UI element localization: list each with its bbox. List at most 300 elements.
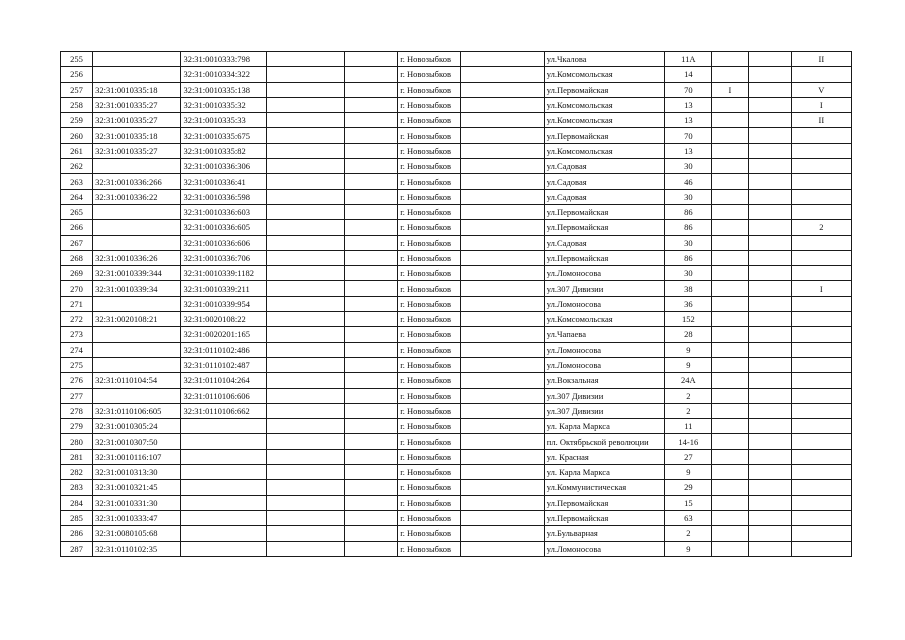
empty-cell (266, 342, 344, 357)
city-cell: г. Новозыбков (398, 419, 461, 434)
building-cadastral-number-cell: 32:31:0110104:264 (181, 373, 266, 388)
mark-cell (791, 235, 851, 250)
house-number-cell: 9 (665, 465, 712, 480)
mark-cell (791, 266, 851, 281)
table-row (61, 281, 852, 296)
empty-cell (266, 235, 344, 250)
empty-cell (266, 495, 344, 510)
building-cadastral-number-cell (181, 434, 266, 449)
mark-cell (748, 174, 791, 189)
parcel-cadastral-number-cell: 32:31:0080105:68 (93, 526, 181, 541)
house-number-cell: 152 (665, 312, 712, 327)
row-number-cell: 263 (61, 174, 93, 189)
empty-cell (461, 296, 544, 311)
house-number-cell: 46 (665, 174, 712, 189)
house-number-cell: 30 (665, 159, 712, 174)
table-row (61, 113, 852, 128)
house-number-cell: 15 (665, 495, 712, 510)
mark-cell (712, 281, 748, 296)
city-cell: г. Новозыбков (398, 250, 461, 265)
house-number-cell: 14-16 (665, 434, 712, 449)
mark-cell (748, 495, 791, 510)
mark-cell (791, 159, 851, 174)
street-cell: ул.Комсомольская (544, 312, 664, 327)
mark-cell (748, 113, 791, 128)
mark-cell (791, 296, 851, 311)
street-cell: ул.Первомайская (544, 204, 664, 219)
street-cell: ул.307 Дивизии (544, 403, 664, 418)
mark-cell (748, 465, 791, 480)
building-cadastral-number-cell (181, 449, 266, 464)
table-row (61, 357, 852, 372)
table-row (61, 97, 852, 112)
table-row (61, 312, 852, 327)
city-cell: г. Новозыбков (398, 159, 461, 174)
empty-cell (345, 97, 398, 112)
street-cell: ул. Карла Маркса (544, 419, 664, 434)
house-number-cell: 13 (665, 143, 712, 158)
mark-cell (712, 235, 748, 250)
mark-cell (712, 419, 748, 434)
mark-cell (748, 388, 791, 403)
table-row (61, 128, 852, 143)
empty-cell (461, 465, 544, 480)
city-cell: г. Новозыбков (398, 128, 461, 143)
empty-cell (345, 250, 398, 265)
empty-cell (461, 510, 544, 525)
empty-cell (345, 342, 398, 357)
city-cell: г. Новозыбков (398, 143, 461, 158)
house-number-cell: 70 (665, 128, 712, 143)
city-cell: г. Новозыбков (398, 342, 461, 357)
city-cell: г. Новозыбков (398, 97, 461, 112)
mark-cell (712, 465, 748, 480)
row-number-cell: 282 (61, 465, 93, 480)
city-cell: г. Новозыбков (398, 510, 461, 525)
house-number-cell: 13 (665, 113, 712, 128)
empty-cell (345, 434, 398, 449)
mark-cell (712, 510, 748, 525)
city-cell: г. Новозыбков (398, 327, 461, 342)
mark-cell (712, 204, 748, 219)
street-cell: ул.Комсомольская (544, 97, 664, 112)
mark-cell (791, 434, 851, 449)
mark-cell (748, 419, 791, 434)
building-cadastral-number-cell: 32:31:0010339:211 (181, 281, 266, 296)
empty-cell (461, 67, 544, 82)
house-number-cell: 27 (665, 449, 712, 464)
empty-cell (461, 495, 544, 510)
parcel-cadastral-number-cell: 32:31:0110102:35 (93, 541, 181, 556)
city-cell: г. Новозыбков (398, 189, 461, 204)
empty-cell (345, 128, 398, 143)
building-cadastral-number-cell: 32:31:0010336:41 (181, 174, 266, 189)
mark-cell (712, 434, 748, 449)
empty-cell (461, 113, 544, 128)
parcel-cadastral-number-cell: 32:31:0010336:266 (93, 174, 181, 189)
building-cadastral-number-cell: 32:31:0010336:306 (181, 159, 266, 174)
mark-cell (748, 235, 791, 250)
building-cadastral-number-cell: 32:31:0010336:606 (181, 235, 266, 250)
table-row (61, 449, 852, 464)
street-cell: ул.Садовая (544, 159, 664, 174)
row-number-cell: 275 (61, 357, 93, 372)
street-cell: ул.Ломоносова (544, 357, 664, 372)
parcel-cadastral-number-cell (93, 357, 181, 372)
table-row (61, 189, 852, 204)
mark-cell: I (791, 281, 851, 296)
empty-cell (266, 388, 344, 403)
mark-cell (791, 526, 851, 541)
row-number-cell: 274 (61, 342, 93, 357)
empty-cell (461, 128, 544, 143)
empty-cell (461, 220, 544, 235)
table-row (61, 296, 852, 311)
mark-cell (712, 159, 748, 174)
table-row (61, 174, 852, 189)
row-number-cell: 258 (61, 97, 93, 112)
house-number-cell: 9 (665, 357, 712, 372)
mark-cell (791, 143, 851, 158)
table-row (61, 342, 852, 357)
empty-cell (461, 342, 544, 357)
house-number-cell: 86 (665, 220, 712, 235)
row-number-cell: 272 (61, 312, 93, 327)
empty-cell (266, 128, 344, 143)
empty-cell (461, 159, 544, 174)
mark-cell (748, 250, 791, 265)
mark-cell (748, 480, 791, 495)
empty-cell (345, 357, 398, 372)
mark-cell (748, 312, 791, 327)
parcel-cadastral-number-cell (93, 159, 181, 174)
empty-cell (461, 312, 544, 327)
empty-cell (266, 541, 344, 556)
register-table (60, 51, 852, 557)
mark-cell (748, 159, 791, 174)
table-row (61, 434, 852, 449)
mark-cell (791, 189, 851, 204)
building-cadastral-number-cell: 32:31:0110106:606 (181, 388, 266, 403)
empty-cell (461, 388, 544, 403)
mark-cell (748, 541, 791, 556)
empty-cell (461, 526, 544, 541)
row-number-cell: 279 (61, 419, 93, 434)
row-number-cell: 262 (61, 159, 93, 174)
building-cadastral-number-cell: 32:31:0010333:798 (181, 52, 266, 67)
street-cell: ул.Садовая (544, 174, 664, 189)
mark-cell (791, 388, 851, 403)
mark-cell (748, 220, 791, 235)
empty-cell (266, 357, 344, 372)
empty-cell (461, 143, 544, 158)
city-cell: г. Новозыбков (398, 480, 461, 495)
empty-cell (345, 495, 398, 510)
mark-cell (712, 449, 748, 464)
mark-cell (791, 250, 851, 265)
table-row (61, 419, 852, 434)
parcel-cadastral-number-cell: 32:31:0010335:27 (93, 143, 181, 158)
city-cell: г. Новозыбков (398, 373, 461, 388)
row-number-cell: 271 (61, 296, 93, 311)
mark-cell (712, 526, 748, 541)
mark-cell (712, 296, 748, 311)
parcel-cadastral-number-cell (93, 220, 181, 235)
mark-cell (748, 526, 791, 541)
mark-cell (748, 449, 791, 464)
table-row (61, 541, 852, 556)
city-cell: г. Новозыбков (398, 220, 461, 235)
mark-cell (791, 128, 851, 143)
row-number-cell: 268 (61, 250, 93, 265)
empty-cell (266, 312, 344, 327)
table-row (61, 327, 852, 342)
empty-cell (461, 541, 544, 556)
empty-cell (461, 480, 544, 495)
row-number-cell: 285 (61, 510, 93, 525)
table-row (61, 82, 852, 97)
street-cell: ул.Первомайская (544, 510, 664, 525)
empty-cell (345, 281, 398, 296)
building-cadastral-number-cell: 32:31:0010335:32 (181, 97, 266, 112)
mark-cell (748, 204, 791, 219)
mark-cell (712, 174, 748, 189)
table-row (61, 480, 852, 495)
street-cell: ул. Красная (544, 449, 664, 464)
row-number-cell: 257 (61, 82, 93, 97)
city-cell: г. Новозыбков (398, 174, 461, 189)
city-cell: г. Новозыбков (398, 526, 461, 541)
street-cell: ул.Комсомольская (544, 113, 664, 128)
empty-cell (266, 52, 344, 67)
house-number-cell: 30 (665, 266, 712, 281)
mark-cell (791, 480, 851, 495)
row-number-cell: 267 (61, 235, 93, 250)
parcel-cadastral-number-cell: 32:31:0010335:27 (93, 97, 181, 112)
row-number-cell: 281 (61, 449, 93, 464)
mark-cell (712, 541, 748, 556)
mark-cell (791, 541, 851, 556)
empty-cell (461, 327, 544, 342)
mark-cell (748, 52, 791, 67)
building-cadastral-number-cell: 32:31:0110102:486 (181, 342, 266, 357)
house-number-cell: 9 (665, 541, 712, 556)
empty-cell (266, 67, 344, 82)
parcel-cadastral-number-cell: 32:31:0010331:30 (93, 495, 181, 510)
empty-cell (266, 403, 344, 418)
empty-cell (461, 434, 544, 449)
table-row (61, 373, 852, 388)
house-number-cell: 11А (665, 52, 712, 67)
mark-cell (748, 296, 791, 311)
empty-cell (345, 52, 398, 67)
table-row (61, 526, 852, 541)
row-number-cell: 284 (61, 495, 93, 510)
mark-cell (791, 204, 851, 219)
mark-cell (712, 312, 748, 327)
mark-cell (712, 403, 748, 418)
mark-cell (712, 388, 748, 403)
empty-cell (266, 434, 344, 449)
mark-cell (791, 419, 851, 434)
parcel-cadastral-number-cell (93, 327, 181, 342)
street-cell: ул.Первомайская (544, 250, 664, 265)
mark-cell (712, 220, 748, 235)
street-cell: ул.Вокзальная (544, 373, 664, 388)
building-cadastral-number-cell: 32:31:0010336:706 (181, 250, 266, 265)
mark-cell (791, 312, 851, 327)
row-number-cell: 260 (61, 128, 93, 143)
parcel-cadastral-number-cell: 32:31:0010305:24 (93, 419, 181, 434)
mark-cell (712, 342, 748, 357)
mark-cell (748, 403, 791, 418)
parcel-cadastral-number-cell: 32:31:0110104:54 (93, 373, 181, 388)
row-number-cell: 283 (61, 480, 93, 495)
mark-cell (712, 143, 748, 158)
empty-cell (461, 82, 544, 97)
mark-cell (748, 189, 791, 204)
empty-cell (266, 250, 344, 265)
empty-cell (345, 235, 398, 250)
table-row (61, 67, 852, 82)
building-cadastral-number-cell: 32:31:0110102:487 (181, 357, 266, 372)
building-cadastral-number-cell: 32:31:0010335:138 (181, 82, 266, 97)
building-cadastral-number-cell (181, 495, 266, 510)
house-number-cell: 2 (665, 403, 712, 418)
street-cell: ул.Ломоносова (544, 296, 664, 311)
building-cadastral-number-cell (181, 480, 266, 495)
city-cell: г. Новозыбков (398, 465, 461, 480)
empty-cell (345, 465, 398, 480)
empty-cell (266, 449, 344, 464)
parcel-cadastral-number-cell (93, 388, 181, 403)
empty-cell (266, 373, 344, 388)
empty-cell (345, 82, 398, 97)
city-cell: г. Новозыбков (398, 434, 461, 449)
mark-cell: V (791, 82, 851, 97)
city-cell: г. Новозыбков (398, 495, 461, 510)
house-number-cell: 30 (665, 235, 712, 250)
empty-cell (266, 510, 344, 525)
mark-cell (712, 266, 748, 281)
mark-cell (712, 189, 748, 204)
mark-cell: II (791, 113, 851, 128)
empty-cell (266, 266, 344, 281)
row-number-cell: 273 (61, 327, 93, 342)
table-row (61, 204, 852, 219)
mark-cell (748, 510, 791, 525)
empty-cell (345, 403, 398, 418)
empty-cell (345, 419, 398, 434)
empty-cell (461, 52, 544, 67)
mark-cell (748, 67, 791, 82)
building-cadastral-number-cell (181, 419, 266, 434)
building-cadastral-number-cell: 32:31:0010334:322 (181, 67, 266, 82)
city-cell: г. Новозыбков (398, 266, 461, 281)
parcel-cadastral-number-cell (93, 296, 181, 311)
street-cell: ул.Коммунистическая (544, 480, 664, 495)
empty-cell (266, 480, 344, 495)
row-number-cell: 270 (61, 281, 93, 296)
mark-cell (748, 82, 791, 97)
table-row (61, 510, 852, 525)
city-cell: г. Новозыбков (398, 67, 461, 82)
building-cadastral-number-cell: 32:31:0110106:662 (181, 403, 266, 418)
mark-cell: II (791, 52, 851, 67)
building-cadastral-number-cell: 32:31:0010335:82 (181, 143, 266, 158)
parcel-cadastral-number-cell (93, 67, 181, 82)
row-number-cell: 266 (61, 220, 93, 235)
building-cadastral-number-cell: 32:31:0010339:1182 (181, 266, 266, 281)
building-cadastral-number-cell: 32:31:0010336:605 (181, 220, 266, 235)
parcel-cadastral-number-cell (93, 52, 181, 67)
building-cadastral-number-cell: 32:31:0010336:598 (181, 189, 266, 204)
street-cell: ул.Комсомольская (544, 143, 664, 158)
mark-cell (791, 373, 851, 388)
empty-cell (461, 419, 544, 434)
row-number-cell: 287 (61, 541, 93, 556)
house-number-cell: 13 (665, 97, 712, 112)
empty-cell (461, 266, 544, 281)
parcel-cadastral-number-cell: 32:31:0020108:21 (93, 312, 181, 327)
building-cadastral-number-cell (181, 510, 266, 525)
empty-cell (345, 312, 398, 327)
mark-cell (791, 465, 851, 480)
house-number-cell: 11 (665, 419, 712, 434)
empty-cell (345, 204, 398, 219)
parcel-cadastral-number-cell (93, 204, 181, 219)
parcel-cadastral-number-cell: 32:31:0010335:27 (93, 113, 181, 128)
empty-cell (461, 97, 544, 112)
parcel-cadastral-number-cell: 32:31:0010339:34 (93, 281, 181, 296)
house-number-cell: 24А (665, 373, 712, 388)
mark-cell (712, 495, 748, 510)
table-row (61, 266, 852, 281)
empty-cell (266, 281, 344, 296)
house-number-cell: 14 (665, 67, 712, 82)
empty-cell (345, 480, 398, 495)
street-cell: ул.Чкалова (544, 52, 664, 67)
empty-cell (266, 189, 344, 204)
empty-cell (266, 204, 344, 219)
empty-cell (461, 373, 544, 388)
mark-cell (748, 434, 791, 449)
row-number-cell: 259 (61, 113, 93, 128)
empty-cell (461, 281, 544, 296)
table-row (61, 235, 852, 250)
empty-cell (266, 419, 344, 434)
city-cell: г. Новозыбков (398, 357, 461, 372)
mark-cell (712, 113, 748, 128)
mark-cell (791, 174, 851, 189)
empty-cell (266, 220, 344, 235)
city-cell: г. Новозыбков (398, 403, 461, 418)
house-number-cell: 9 (665, 342, 712, 357)
row-number-cell: 261 (61, 143, 93, 158)
mark-cell (791, 67, 851, 82)
house-number-cell: 63 (665, 510, 712, 525)
empty-cell (461, 189, 544, 204)
mark-cell (748, 128, 791, 143)
city-cell: г. Новозыбков (398, 113, 461, 128)
street-cell: ул.Ломоносова (544, 342, 664, 357)
empty-cell (345, 174, 398, 189)
mark-cell (748, 327, 791, 342)
mark-cell: I (712, 82, 748, 97)
empty-cell (266, 159, 344, 174)
building-cadastral-number-cell: 32:31:0010335:33 (181, 113, 266, 128)
empty-cell (266, 465, 344, 480)
